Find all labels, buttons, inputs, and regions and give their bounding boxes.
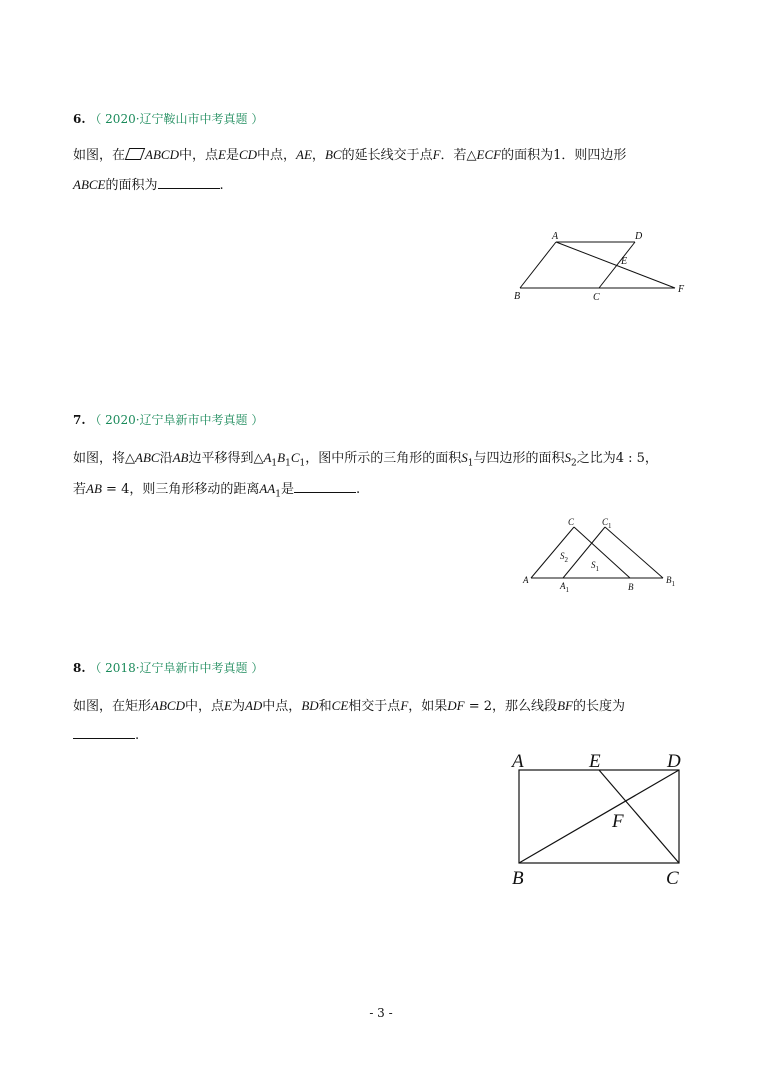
q6-label-C: C [593,292,600,303]
q7-t19: 若 [73,482,87,497]
q8-t1: 如图，在矩形 [73,699,152,714]
q6-t13: ．若△ [440,148,477,163]
q8-t9: 和 [318,699,332,714]
q7-t13: S [461,450,468,465]
q6-t7: 中点， [257,148,297,163]
q6-label-B: B [514,291,521,302]
q8-t8: BD [301,698,319,713]
q6-header [73,110,263,127]
q7-seg-C1B1 [605,527,663,578]
q7-t8: B [277,450,286,465]
q6-t15: 的面积为1．则四边形 [501,148,627,163]
q6-t4: E [217,147,226,162]
q6-seg-AB [520,242,556,288]
q7-label-S1-main: S [591,560,596,570]
q6-seg-AF [556,242,675,288]
q8-t3: 中，点 [184,699,224,714]
q7-label-S2 [560,551,569,564]
q7-source: （ 2020·辽宁阜新市中考真题 ） [89,413,264,427]
q6-t16: ABCE [73,177,106,192]
q7-t4: AB [172,450,189,465]
q7-text-line1 [73,448,658,474]
q8-t13: ，如果 [408,699,448,714]
q6-t9: ， [311,148,325,163]
q8-seg-DB [519,770,679,863]
q6-t2: ABCD [145,147,179,162]
q8-t7: 中点， [262,699,302,714]
q7-label-S2-main: S [560,551,565,561]
q7-t2: ABC [135,450,160,465]
q7-label-C1-main: C [602,517,609,527]
q7-number: 7. [73,413,86,427]
q7-t20: AB [86,481,102,496]
q7-t23: 1 [275,489,281,500]
q7-t7: 1 [271,458,278,469]
q7-t6: A [263,450,272,465]
q7-label-S1-sub: 1 [595,565,599,573]
q7-period: . [355,482,361,497]
q7-t15: 与四边形的面积 [473,451,565,466]
q7-t21: = 4，则三角形移动的距离 [101,482,260,497]
q7-t18: 之比为4 : 5， [576,451,658,466]
q6-text-line1 [73,145,626,166]
q6-t10: BC [324,147,342,162]
q8-t12: F [400,698,409,713]
q7-seg-AC [531,527,574,578]
q8-t6: AD [244,698,263,713]
q8-t5: 为 [231,699,245,714]
q6-t1: 如图，在 [73,148,126,163]
q8-label-E: E [589,751,601,772]
q7-figure [518,513,688,595]
q8-label-D: D [667,751,681,772]
q6-number: 6. [73,112,86,126]
q6-t12: F [432,147,441,162]
q6-source: （ 2020·辽宁鞍山市中考真题 ） [89,112,264,126]
q6-period: . [219,178,224,193]
q7-t5: 边平移得到△ [188,451,264,466]
parallelogram-symbol-icon [125,148,145,160]
q7-label-B1 [666,575,676,588]
q6-label-F: F [678,284,685,295]
q7-t12: ，图中所示的三角形的面积 [305,451,462,466]
q6-figure [505,226,705,306]
q7-label-B1-sub: 1 [671,580,675,588]
q8-seg-EC [599,770,679,863]
q7-t11: 1 [299,458,306,469]
q7-t14: 1 [467,458,474,469]
q7-t10: C [290,450,300,465]
q6-t5: 是 [225,148,239,163]
q8-text-line2 [73,726,139,746]
q7-answer-blank[interactable] [294,480,356,493]
q6-t6: CD [238,147,258,162]
q7-label-A1-main: A [560,581,566,591]
q8-source: （ 2018·辽宁阜新市中考真题 ） [89,661,264,675]
q6-text-line2 [73,175,224,196]
q7-t16: S [564,450,572,465]
q7-header [73,411,263,428]
q7-label-A1 [559,581,570,594]
q7-t24: 是 [280,482,294,497]
q6-label-A: A [552,231,559,242]
q7-t9: 1 [285,458,291,469]
q6-t17: 的面积为 [105,178,158,193]
q6-label-D: D [635,231,643,242]
q8-t10: CE [331,698,349,713]
q7-seg-CB [574,527,630,578]
q7-label-B: B [628,582,634,592]
q7-t3: 沿 [159,451,173,466]
q7-label-S1 [591,560,600,573]
q7-t17: 2 [571,458,577,469]
q8-header [73,659,263,676]
q8-t4: E [223,698,232,713]
q7-t1: 如图，将△ [73,451,135,466]
q8-number: 8. [73,661,86,675]
q8-label-F: F [612,811,624,832]
q8-label-C: C [666,868,679,889]
q7-label-B1-main: B [666,575,672,585]
q6-t3: 中，点 [178,148,218,163]
q8-text-line1 [73,696,625,717]
q8-label-A: A [512,751,524,772]
q6-t11: 的延长线交于点 [341,148,433,163]
q8-label-B: B [512,868,524,889]
q6-label-E: E [621,256,628,267]
q6-t14: ECF [476,147,502,162]
q7-label-S2-sub: 2 [564,556,568,564]
q8-t11: 相交于点 [348,699,401,714]
q8-period: . [135,728,140,743]
q8-t14: DF [447,698,465,713]
page-number: - 3 - [369,1006,393,1020]
q8-t15: = 2，那么线段 [464,699,558,714]
q8-figure [505,745,715,890]
q7-text-line2 [73,479,360,505]
q7-label-C1-sub: 1 [608,522,612,530]
q8-t16: BF [557,698,573,713]
q8-t17: 的长度为 [572,699,625,714]
q6-t8: AE [296,147,312,162]
q7-label-A1-sub: 1 [565,586,569,594]
q8-t2: ABCD [151,698,185,713]
q7-t22: AA [259,481,276,496]
q6-seg-DC [599,242,635,288]
q6-answer-blank[interactable] [158,176,220,189]
q7-label-C: C [568,517,575,527]
q8-answer-blank[interactable] [73,726,135,739]
q7-label-A: A [523,575,529,585]
